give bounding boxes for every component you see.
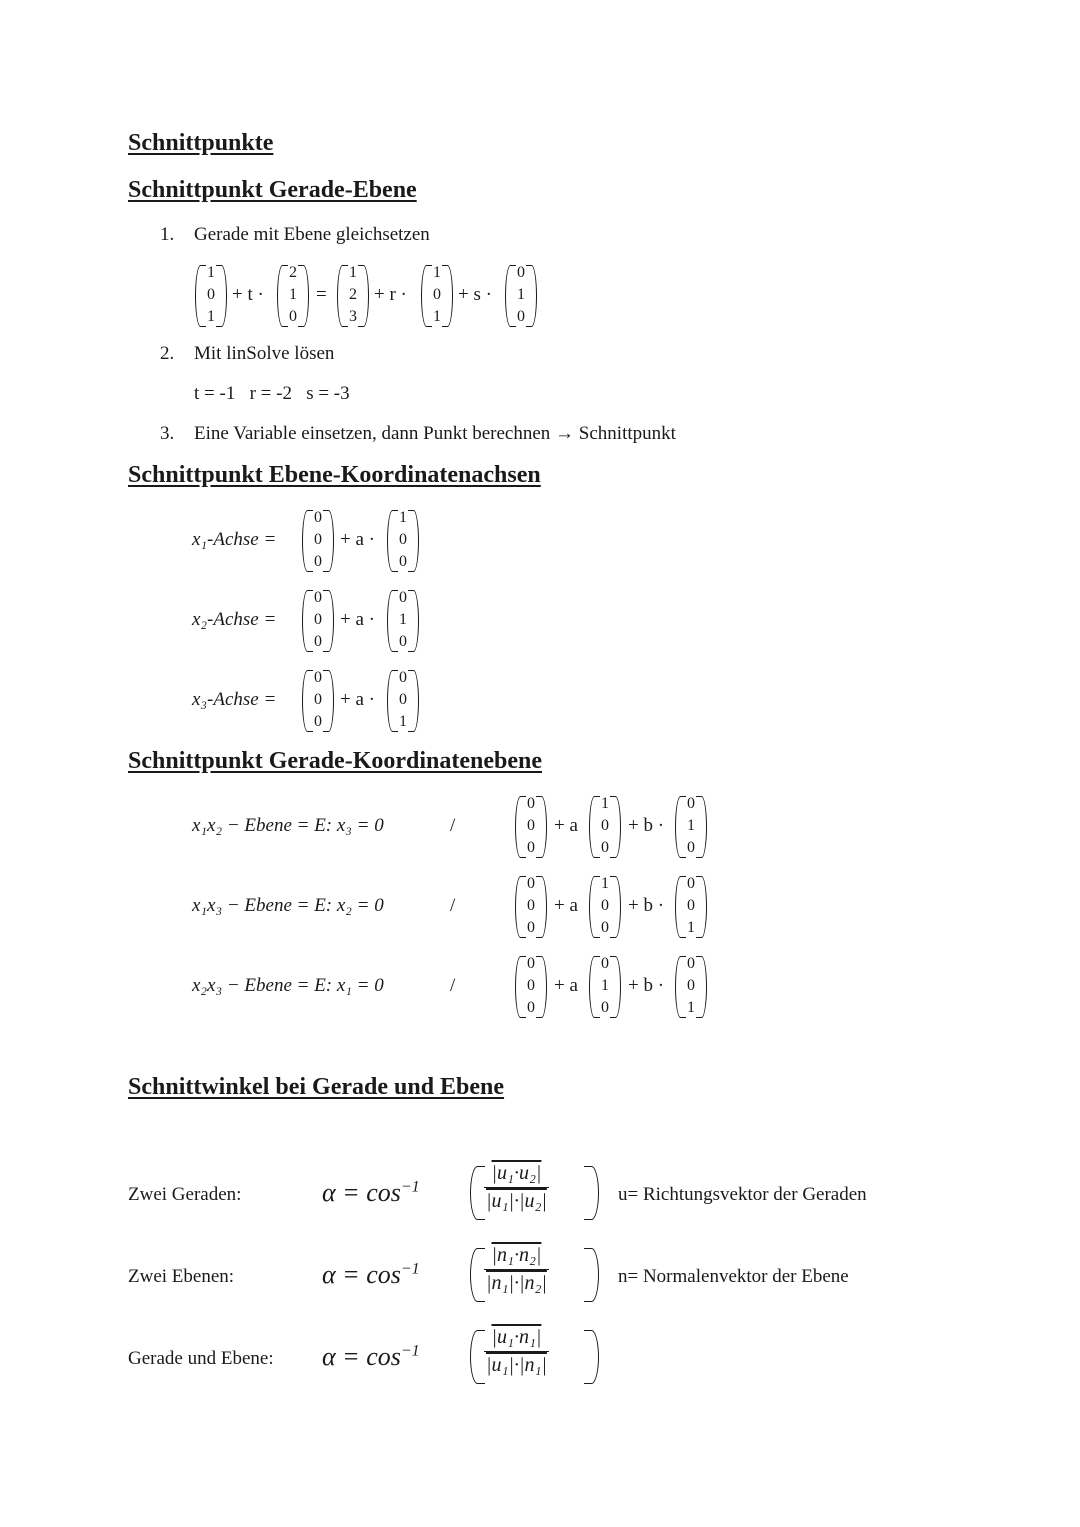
fraction: $\frac{\text{|u₁·u₂|}}{\text{|u₁|·|u₂|}}$	[486, 1162, 547, 1212]
heading-schnittpunkte: Schnittpunkte	[128, 130, 274, 156]
plane-equation: x₁x₂ − Ebene = E: x₃ = 0	[192, 815, 384, 836]
vector: 0 1 0	[390, 590, 416, 650]
operator: + b ·	[628, 815, 665, 836]
operator: + a ·	[340, 689, 375, 710]
step-2-number: 2.	[160, 343, 175, 364]
angle-label: Gerade und Ebene:	[128, 1348, 274, 1369]
operator: + s ·	[458, 284, 492, 305]
vector: 0 1 0	[678, 796, 704, 856]
step-1-number: 1.	[160, 224, 175, 245]
axis-label: x₂-Achse =	[192, 609, 277, 630]
operator: + r ·	[374, 284, 407, 305]
vector: 0 0 0	[305, 670, 331, 730]
plane-equation: x₂x₃ − Ebene = E: x₁ = 0	[192, 975, 384, 996]
operator: + a ·	[340, 529, 375, 550]
paren-left	[470, 1330, 485, 1384]
paren-right	[584, 1330, 599, 1384]
vector: 1 0 1	[198, 265, 224, 325]
paren-right	[584, 1166, 599, 1220]
vector: 1 0 0	[390, 510, 416, 570]
angle-label: Zwei Geraden:	[128, 1184, 242, 1205]
operator: + b ·	[628, 975, 665, 996]
angle-note: u= Richtungsvektor der Geraden	[618, 1184, 867, 1205]
vector: 0 0 0	[305, 590, 331, 650]
axis-label: x₃-Achse =	[192, 689, 277, 710]
operator: =	[316, 284, 327, 305]
fraction: $\frac{\text{|u₁·n₁|}}{\text{|u₁|·|n₁|}}$	[486, 1326, 547, 1376]
separator: /	[450, 895, 456, 916]
angle-label: Zwei Ebenen:	[128, 1266, 235, 1287]
paren-left	[470, 1166, 485, 1220]
operator: + t ·	[232, 284, 264, 305]
operator: + a	[554, 895, 578, 916]
vector: 0 0 1	[678, 876, 704, 936]
paren-right	[584, 1248, 599, 1302]
step-2-text: Mit linSolve lösen	[194, 343, 335, 364]
heading-gerade-ebene: Schnittpunkt Gerade-Ebene	[128, 177, 417, 203]
vector: 0 0 0	[518, 956, 544, 1016]
heading-schnittwinkel: Schnittwinkel bei Gerade und Ebene	[128, 1074, 505, 1100]
heading-ebene-achsen: Schnittpunkt Ebene-Koordinatenachsen	[128, 462, 541, 488]
vector: 0 0 1	[390, 670, 416, 730]
vector: 0 1 0	[508, 265, 534, 325]
vector: 0 0 0	[518, 876, 544, 936]
vector: 2 1 0	[280, 265, 306, 325]
solution-values: t = -1 r = -2 s = -3	[194, 383, 350, 404]
heading-gerade-koordinatenebene: Schnittpunkt Gerade-Koordinatenebene	[128, 748, 543, 774]
alpha-formula: $\alpha = \cos^{-1}$	[322, 1178, 420, 1207]
vector: 1 0 1	[424, 265, 450, 325]
vector: 0 0 0	[305, 510, 331, 570]
operator: + a	[554, 815, 578, 836]
separator: /	[450, 815, 456, 836]
step-3-text: Eine Variable einsetzen, dann Punkt berechnen → Schnittpunkt	[194, 423, 676, 444]
vector: 0 1 0	[592, 956, 618, 1016]
vector: 0 0 0	[518, 796, 544, 856]
operator: + a ·	[340, 609, 375, 630]
step-1-text: Gerade mit Ebene gleichsetzen	[194, 224, 430, 245]
operator: + a	[554, 975, 578, 996]
vector: 1 2 3	[340, 265, 366, 325]
alpha-formula: $\alpha = \cos^{-1}$	[322, 1342, 420, 1371]
separator: /	[450, 975, 456, 996]
fraction: $\frac{\text{|n₁·n₂|}}{\text{|n₁|·|n₂|}}$	[486, 1244, 547, 1294]
paren-left	[470, 1248, 485, 1302]
angle-note: n= Normalenvektor der Ebene	[618, 1266, 849, 1287]
vector: 0 0 1	[678, 956, 704, 1016]
plane-equation: x₁x₃ − Ebene = E: x₂ = 0	[192, 895, 384, 916]
vector: 1 0 0	[592, 796, 618, 856]
alpha-formula: $\alpha = \cos^{-1}$	[322, 1260, 420, 1289]
step-3-number: 3.	[160, 423, 175, 444]
axis-label: x₁-Achse =	[192, 529, 277, 550]
operator: + b ·	[628, 895, 665, 916]
vector: 1 0 0	[592, 876, 618, 936]
